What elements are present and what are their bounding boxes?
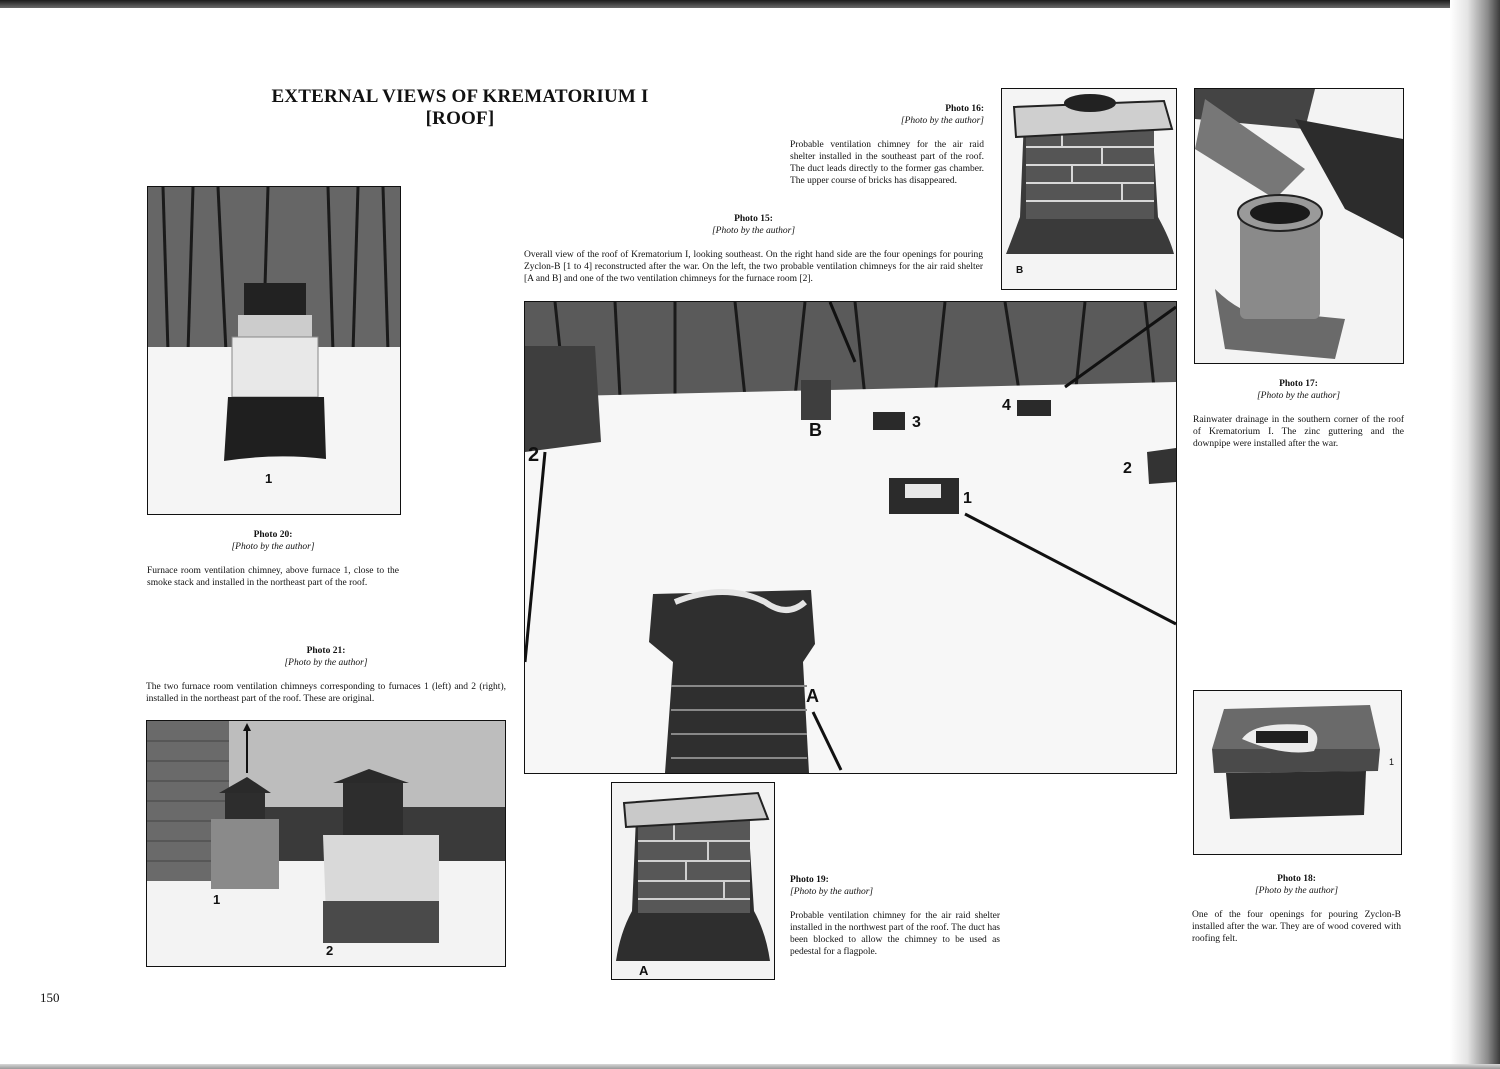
photo20-credit: [Photo by the author] [231, 542, 315, 552]
photo21-credit: [Photo by the author] [284, 658, 368, 668]
photo17-credit: [Photo by the author] [1256, 391, 1341, 401]
photo15-title: Photo 15: [734, 214, 773, 224]
photo17-title: Photo 17: [1279, 379, 1318, 389]
photo15-credit: [Photo by the author] [711, 226, 796, 236]
photo19-credit: [Photo by the author] [790, 887, 874, 897]
photo21-text: The two furnace room ventilation chimneys corresponding to furnaces 1 (left) and 2 (right), installed in the northeast part of the roof. These are original. [146, 682, 506, 704]
photo17-caption [1193, 378, 1404, 450]
photo20-image [147, 186, 401, 515]
photo21-label-2: 2 [326, 943, 334, 958]
photo15-label-2-right: 2 [1123, 460, 1132, 477]
photo15-label-1: 1 [963, 490, 972, 507]
photo15-text: Overall view of the roof of Krematorium I, looking southeast. On the right hand side are the four openings for pouring Zyclon-B [1 to 4] reconstructed after the war. On the left, the two probable ventilation chimneys for the air raid shelter [A and B] and one of the two ventilation chimneys for the furnace room [2]. [524, 250, 983, 284]
photo15-label-b: B [809, 420, 822, 440]
page-title-line1: EXTERNAL VIEWS OF KREMATORIUM I [271, 86, 649, 107]
photo18-image [1193, 690, 1402, 855]
photo18-caption [1192, 873, 1401, 945]
photo15-label-a: A [806, 686, 819, 706]
page-top-edge [0, 0, 1500, 8]
photo19-caption [790, 874, 1000, 958]
photo19-image [611, 782, 775, 980]
page-bottom-edge [0, 1064, 1500, 1069]
photo15-label-4: 4 [1002, 397, 1011, 414]
page-number: 150 [40, 990, 60, 1005]
photo16-title: Photo 16: [945, 104, 984, 114]
page-title [270, 86, 650, 130]
photo20-label: 1 [265, 471, 273, 486]
photo19-label: A [639, 963, 649, 978]
photo18-label: 1 [1389, 757, 1395, 767]
photo20-caption [147, 529, 399, 589]
photo20-title: Photo 20: [253, 530, 293, 540]
photo20-text: Furnace room ventilation chimney, above furnace 1, close to the smoke stack and installed in the northeast part of the roof. [147, 566, 399, 588]
photo15-label-2-left: 2 [528, 444, 540, 466]
photo19-text: Probable ventilation chimney for the air raid shelter installed in the northwest part of the roof. The duct has been blocked to allow the chimney to be used as pedestal for a flagpole. [790, 911, 1000, 957]
photo18-text: One of the four openings for pouring Zyclon-B installed after the war. They are of wood covered with roofing felt. [1192, 910, 1401, 944]
photo15-image [524, 301, 1177, 774]
photo16-image [1001, 88, 1177, 290]
photo19-title: Photo 19: [790, 875, 829, 885]
photo21-caption [146, 645, 506, 705]
page-binding-shadow [1450, 0, 1500, 1069]
photo16-credit: [Photo by the author] [900, 116, 984, 126]
photo18-title: Photo 18: [1277, 874, 1316, 884]
photo16-text: Probable ventilation chimney for the air raid shelter installed in the southeast part of the roof. The duct leads directly to the former gas chamber. The upper course of bricks has disappeared. [790, 140, 984, 186]
photo16-caption [790, 103, 984, 187]
photo17-image [1194, 88, 1404, 364]
photo21-label-1: 1 [213, 892, 221, 907]
page-title-line2: [ROOF] [425, 108, 495, 129]
photo21-title: Photo 21: [306, 646, 346, 656]
photo16-label: B [1016, 265, 1024, 276]
photo15-caption [524, 213, 983, 285]
photo17-text: Rainwater drainage in the southern corner of the roof of Krematorium I. The zinc guttering and the downpipe were installed after the war. [1193, 415, 1404, 449]
photo15-label-3: 3 [912, 414, 921, 431]
photo18-credit: [Photo by the author] [1254, 886, 1339, 896]
photo21-image [146, 720, 506, 967]
